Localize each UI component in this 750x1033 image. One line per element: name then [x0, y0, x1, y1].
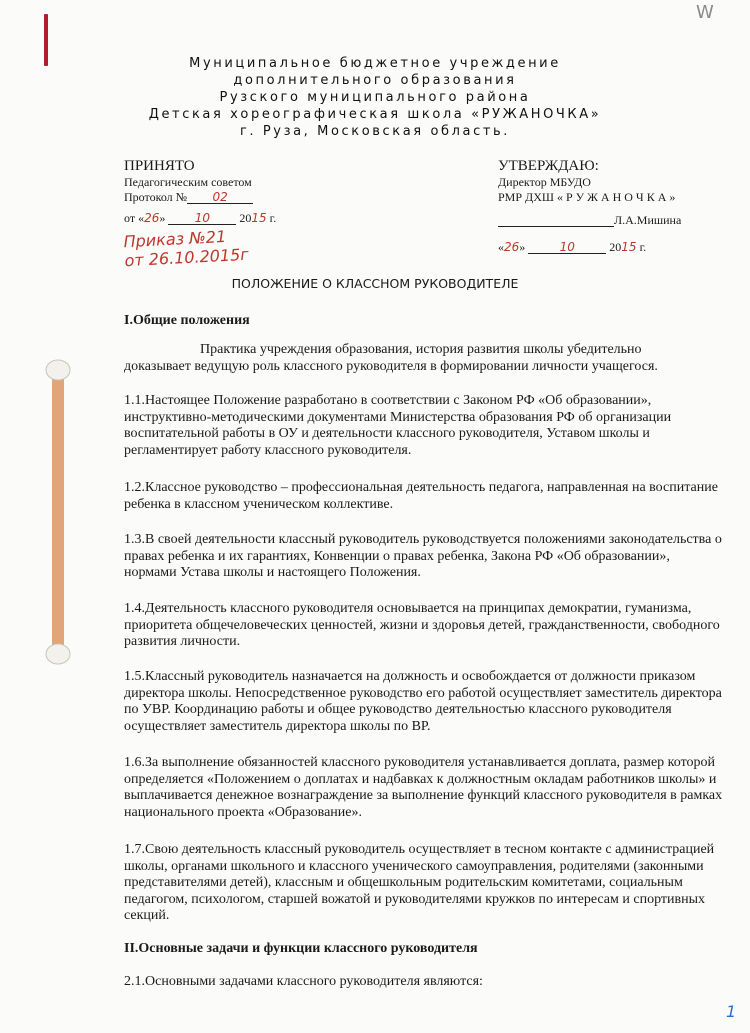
date-day: 26 — [504, 240, 520, 254]
date-month: 10 — [168, 212, 236, 225]
signature-name: Л.А.Мишина — [614, 213, 682, 227]
section1-heading: I.Общие положения — [124, 313, 250, 328]
date-suffix: г. — [269, 211, 277, 225]
page-number: 1 — [726, 1002, 737, 1021]
header-line-5: г. Руза, Московская область. — [239, 124, 511, 139]
date-year: 15 — [251, 211, 267, 225]
date-month: 10 — [528, 241, 606, 254]
order-number: Приказ №21 — [123, 226, 227, 252]
protocol-label: Протокол № — [124, 190, 188, 204]
paragraph-1-1: 1.1.Настоящее Положение разработано в соответствии с Законом РФ «Об образовании», инструктивно-методическими документами Министерства образования РФ об организации воспитательной работы в ОУ и деятельности классного руководителя, Уставом школы и регламентирует работу классного руководителя. — [124, 393, 672, 458]
intro-line-1: Практика учреждения образования, история развития школы убедительно — [200, 342, 642, 357]
approval-approve-block — [498, 158, 718, 255]
paragraph-1-3: 1.3.В своей деятельности классный руководитель руководствуется положениями законодательства о правах ребенка и их гарантиях, Конвенции о правах ребенка, Закона РФ «Об образовании», нормами Устава школы и настоящего Положения. — [124, 532, 722, 581]
date-year-prefix: 20 — [609, 240, 622, 254]
paragraph-2-1: 2.1.Основными задачами классного руководителя являются: — [124, 974, 483, 989]
paragraph-1-4: 1.4.Деятельность классного руководителя основывается на принципах демократии, гуманизма, приоритета общечеловеческих ценностей, жизни и здоровья детей, гражданственности, свободного развития личности. — [124, 601, 720, 650]
order-date: от 26.10.2015г — [124, 244, 250, 271]
header-line-3: Рузского муниципального района — [219, 90, 531, 105]
ribbon-hole-top — [46, 360, 70, 380]
accepted-council: Педагогическим советом — [124, 175, 252, 189]
header-line-2: дополнительного образования — [233, 73, 517, 88]
date-year-prefix: 20 — [239, 211, 252, 225]
date-mid: » — [519, 240, 526, 254]
paragraph-1-6: 1.6.За выполнение обязанностей классного руководителя устанавливается доплата, размер которой определяется «Положением о доплатах и надбавках к должностным окладам работников школы» и выплачивается денежное вознаграждение за выполнение функций классного руководителя в рамках национального проекта «Образование». — [124, 755, 723, 820]
header-line-1: Муниципальное бюджетное учреждение — [189, 56, 561, 71]
protocol-line — [124, 190, 324, 205]
date-prefix: « — [498, 240, 504, 254]
accepted-date-line — [124, 211, 324, 226]
section2-heading: II.Основные задачи и функции классного руководителя — [124, 941, 478, 956]
approval-accepted-block — [124, 158, 324, 226]
paragraph-1-2: 1.2.Классное руководство – профессиональная деятельность педагога, направленная на воспитание ребенка в классном ученическом коллективе. — [124, 480, 718, 512]
date-year: 15 — [621, 240, 637, 254]
header-line-4: Детская хореографическая школа «РУЖАНОЧКА» — [148, 107, 602, 122]
ribbon-strip — [52, 372, 64, 654]
approve-heading: УТВЕРЖДАЮ: — [498, 158, 599, 174]
approve-school: РМР ДХШ « Р У Ж А Н О Ч К А » — [498, 190, 676, 204]
paragraph-1-5: 1.5.Классный руководитель назначается на должность и освобождается от должности приказом директора школы. Непосредственное руководство его работой осуществляет заместитель директора по УВР. Координацию работы и общее руководство деятельностью классного руководителя осуществляет заместитель директора школы по ВР. — [124, 669, 722, 734]
binding-ribbon — [34, 358, 84, 668]
corner-mark: W — [696, 2, 714, 23]
approve-director: Директор МБУДО — [498, 175, 591, 189]
order-handwritten-note — [123, 226, 249, 270]
approve-date-line — [498, 240, 718, 255]
paragraph-1-7: 1.7.Свою деятельность классный руководитель осуществляет в тесном контакте с администрацией школы, органами школьного и классного ученического самоуправления, родителями (законными представителями детей), классным и общешкольным родительским комитетами, социальным педагогом, психологом, старшей вожатой и руководителями кружков по интересам и спортивных секций. — [124, 842, 715, 924]
date-suffix: г. — [639, 240, 647, 254]
intro-line-2: доказывает ведущую роль классного руководителя в формировании личности учащегося. — [124, 359, 658, 374]
protocol-number: 02 — [187, 191, 253, 204]
date-mid: » — [159, 211, 166, 225]
signature-line — [498, 213, 718, 228]
date-day: 26 — [144, 211, 160, 225]
date-prefix: от « — [124, 211, 145, 225]
ribbon-hole-bottom — [46, 644, 70, 664]
accepted-heading: ПРИНЯТО — [124, 158, 195, 174]
document-title: ПОЛОЖЕНИЕ О КЛАССНОМ РУКОВОДИТЕЛЕ — [231, 276, 519, 291]
